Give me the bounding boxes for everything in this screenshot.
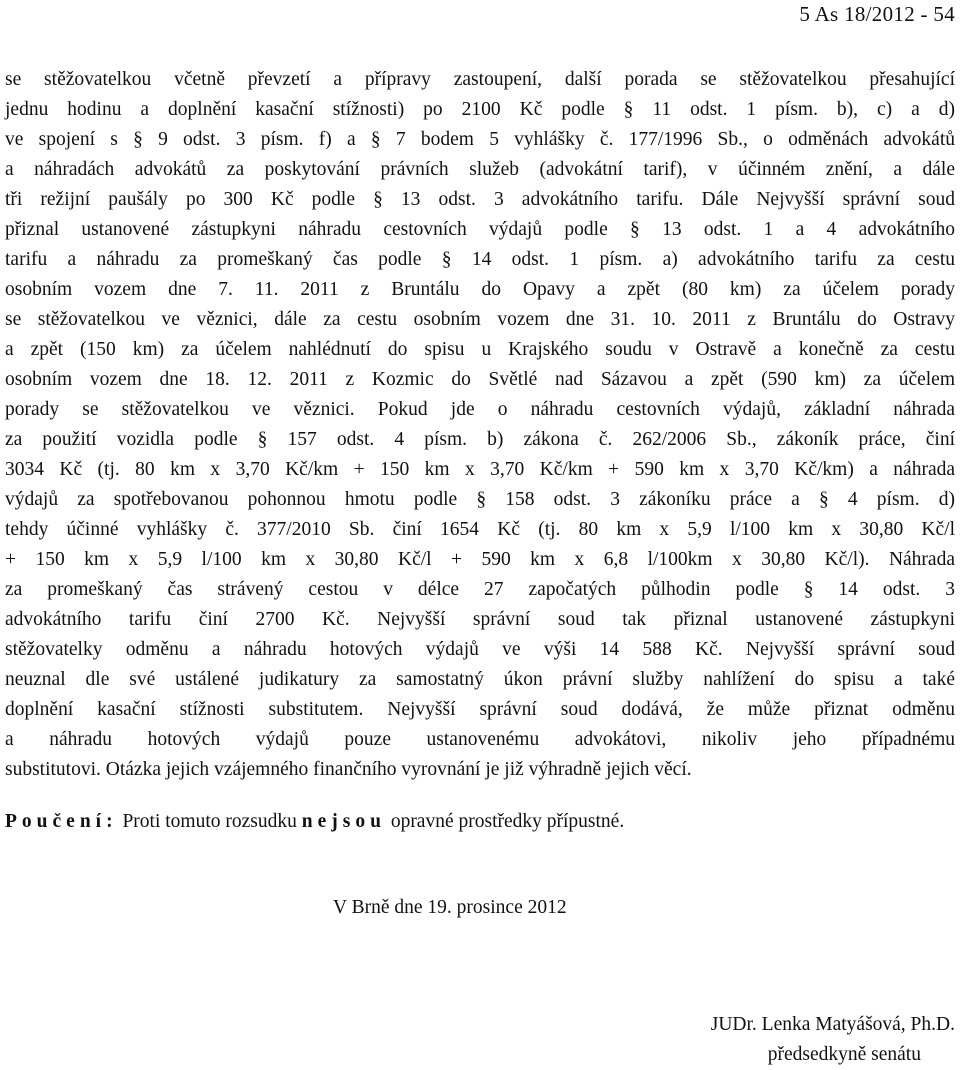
- paragraph-line: přiznal ustanovené zástupkyni náhradu cestovních výdajů podle § 13 odst. 1 a 4 advokátního: [5, 219, 955, 240]
- paragraph-line: výdajů za spotřebovanou pohonnou hmotu podle § 158 odst. 3 zákoníku práce a § 4 písm. d): [5, 489, 955, 510]
- paragraph-line: se stěžovatelkou včetně převzetí a přípravy zastoupení, další porada se stěžovatelkou přesahující: [5, 69, 955, 90]
- paragraph-line: neuznal dle své ustálené judikatury za samostatný úkon právní služby nahlížení do spisu a také: [5, 669, 955, 690]
- date-place: V Brně dne 19. prosince 2012: [333, 897, 567, 918]
- signature-block: [711, 1010, 955, 1070]
- legal-instruction: [5, 811, 624, 833]
- paragraph-line: osobním vozem dne 18. 12. 2011 z Kozmic do Světlé nad Sázavou a zpět (590 km) za účelem: [5, 369, 955, 390]
- paragraph-line: jednu hodinu a doplnění kasační stížnosti) po 2100 Kč podle § 11 odst. 1 písm. b), c) a d): [5, 99, 955, 120]
- paragraph-line: tři režijní paušály po 300 Kč podle § 13 odst. 3 advokátního tarifu. Dále Nejvyšší správní soud: [5, 189, 955, 210]
- paragraph-line: osobním vozem dne 7. 11. 2011 z Bruntálu do Opavy a zpět (80 km) za účelem porady: [5, 279, 955, 300]
- paragraph-line: porady se stěžovatelkou ve věznici. Pokud jde o náhradu cestovních výdajů, základní náhrada: [5, 399, 955, 420]
- signatory-role: předsedkyně senátu: [767, 1044, 921, 1065]
- paragraph-line: + 150 km x 5,9 l/100 km x 30,80 Kč/l + 590 km x 6,8 l/100km x 30,80 Kč/l). Náhrada: [5, 549, 955, 570]
- instruction-text-after: opravné prostředky přípustné.: [390, 811, 625, 832]
- paragraph-line: tehdy účinné vyhlášky č. 377/2010 Sb. činí 1654 Kč (tj. 80 km x 5,9 l/100 km x 30,80 Kč/l: [5, 519, 955, 540]
- instruction-text-before: Proti tomuto rozsudku: [122, 811, 297, 832]
- paragraph-line: se stěžovatelkou ve věznici, dále za cestu osobním vozem dne 31. 10. 2011 z Bruntálu do Ostravy: [5, 309, 955, 330]
- instruction-label: Poučení:: [5, 811, 118, 832]
- paragraph-line: ve spojení s § 9 odst. 3 písm. f) a § 7 bodem 5 vyhlášky č. 177/1996 Sb., o odměnách advokátů: [5, 129, 955, 150]
- signatory-name: JUDr. Lenka Matyášová, Ph.D.: [710, 1014, 955, 1035]
- paragraph-line: tarifu a náhradu za promeškaný čas podle § 14 odst. 1 písm. a) advokátního tarifu za cestu: [5, 249, 955, 270]
- paragraph-line: 3034 Kč (tj. 80 km x 3,70 Kč/km + 150 km x 3,70 Kč/km + 590 km x 3,70 Kč/km) a náhrada: [5, 459, 955, 480]
- paragraph-line: a náhradách advokátů za poskytování právních služeb (advokátní tarif), v účinném znění, a dále: [5, 159, 955, 180]
- paragraph-line: a náhradu hotových výdajů pouze ustanovenému advokátovi, nikoliv jeho případnému: [5, 729, 955, 750]
- paragraph-line: advokátního tarifu činí 2700 Kč. Nejvyšší správní soud tak přiznal ustanovené zástupkyni: [5, 609, 955, 630]
- paragraph-line: za použití vozidla podle § 157 odst. 4 písm. b) zákona č. 262/2006 Sb., zákoník práce, činí: [5, 429, 955, 450]
- paragraph-line: a zpět (150 km) za účelem nahlédnutí do spisu u Krajského soudu v Ostravě a konečně za cestu: [5, 339, 955, 360]
- body-paragraph: [5, 65, 955, 785]
- case-number: 5 As 18/2012 - 54: [799, 2, 955, 26]
- paragraph-line: stěžovatelky odměnu a náhradu hotových výdajů ve výši 14 588 Kč. Nejvyšší správní soud: [5, 639, 955, 660]
- instruction-emphasis: nejsou: [301, 811, 386, 832]
- paragraph-line: substitutovi. Otázka jejich vzájemného finančního vyrovnání je již výhradně jejich věcí.: [5, 759, 692, 780]
- paragraph-line: doplnění kasační stížnosti substitutem. Nejvyšší správní soud dodává, že může přiznat odměnu: [5, 699, 955, 720]
- paragraph-line: za promeškaný čas strávený cestou v délce 27 započatých půlhodin podle § 14 odst. 3: [5, 579, 955, 600]
